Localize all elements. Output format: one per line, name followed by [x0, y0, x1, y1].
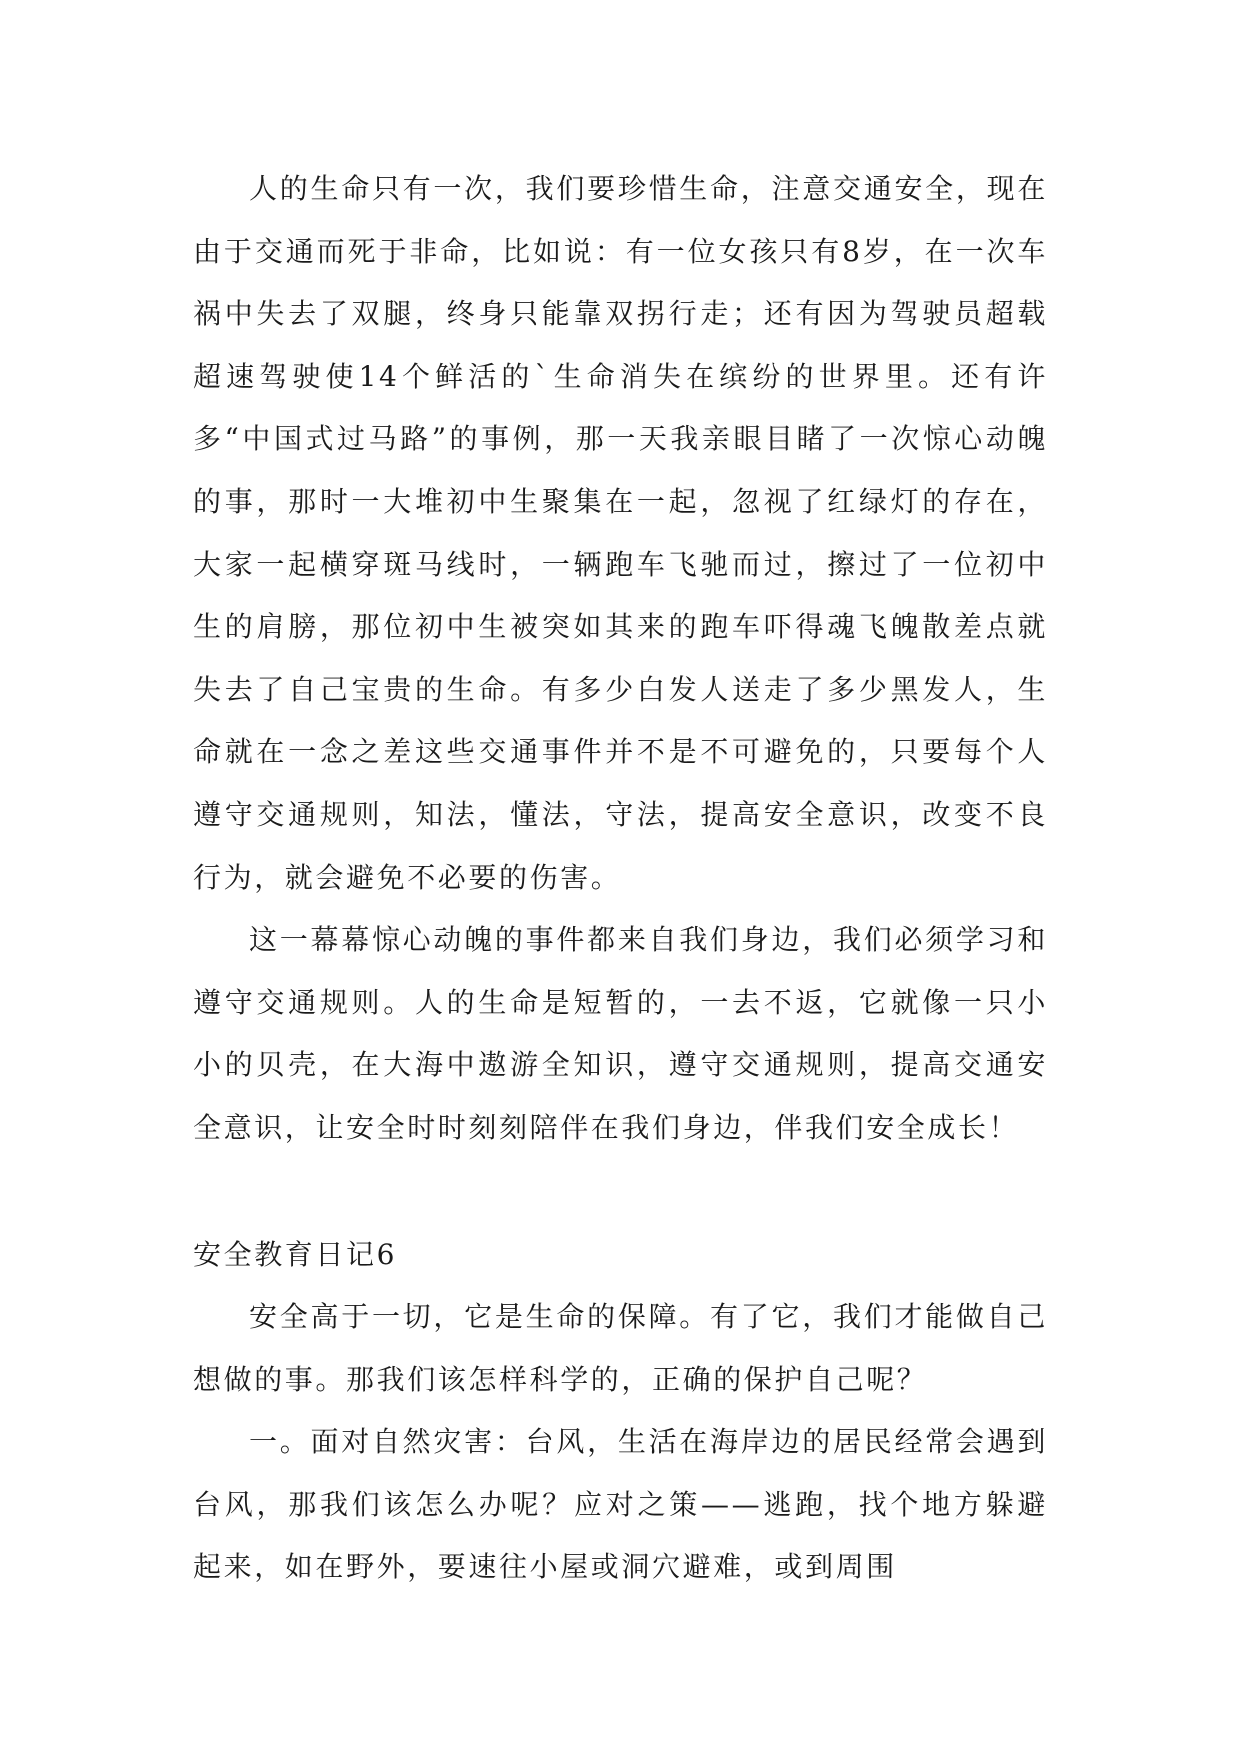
- paragraph-natural-disaster: 一。面对自然灾害：台风，生活在海岸边的居民经常会遇到台风，那我们该怎么办呢？应对之策——逃跑，找个地方躲避起来，如在野外，要速往小屋或洞穴避难，或到周围: [193, 1425, 1048, 1584]
- paragraph-traffic-story: 人的生命只有一次，我们要珍惜生命，注意交通安全，现在由于交通而死于非命，比如说：有一位女孩只有8岁，在一次车祸中失去了双腿，终身只能靠双拐行走；还有因为驾驶员超载超速驾驶使14个鲜活的`生命消失在缤纷的世界里。还有许多“中国式过马路”的事例，那一天我亲眼目睹了一次惊心动魄的事，那时一大堆初中生聚集在一起，忽视了红绿灯的存在，大家一起横穿斑马线时，一辆跑车飞驰而过，擦过了一位初中生的肩膀，那位初中生被突如其来的跑车吓得魂飞魄散差点就失去了自己宝贵的生命。有多少白发人送走了多少黑发人，生命就在一念之差这些交通事件并不是不可避免的，只要每个人遵守交通规则，知法，懂法，守法，提高安全意识，改变不良行为，就会避免不必要的伤害。: [193, 172, 1048, 894]
- paragraph-safety-intro: 安全高于一切，它是生命的保障。有了它，我们才能做自己想做的事。那我们该怎样科学的，正确的保护自己呢？: [193, 1300, 1048, 1396]
- section-heading: 安全教育日记6: [193, 1237, 398, 1271]
- paragraph-traffic-conclusion: 这一幕幕惊心动魄的事件都来自我们身边，我们必须学习和遵守交通规则。人的生命是短暂的，一去不返，它就像一只小小的贝壳，在大海中遨游全知识，遵守交通规则，提高交通安全意识，让安全时时刻刻陪伴在我们身边，伴我们安全成长！: [193, 923, 1048, 1144]
- document-body: [193, 158, 1048, 1599]
